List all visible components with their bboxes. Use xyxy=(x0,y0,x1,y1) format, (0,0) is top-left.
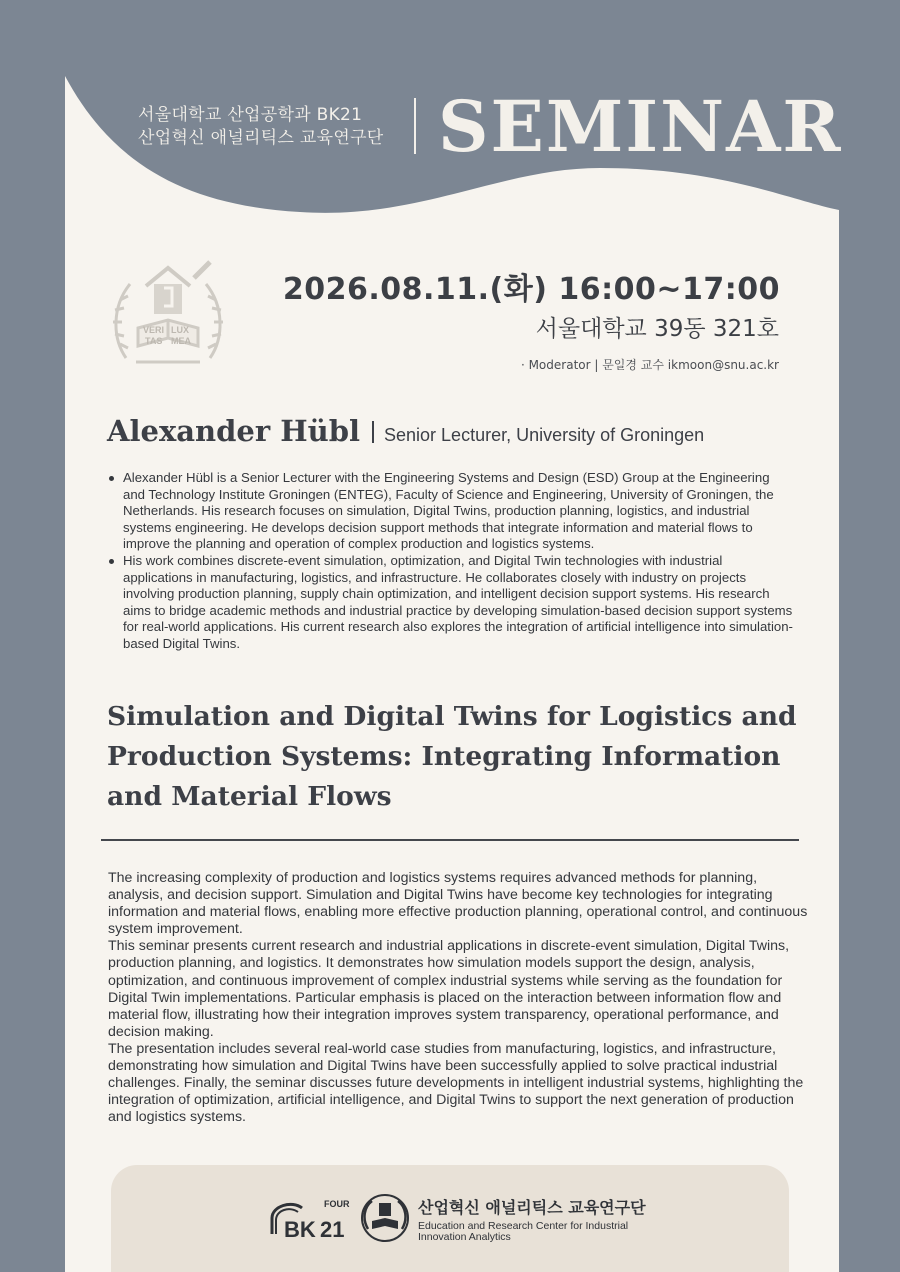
emblem-text-mea: MEA xyxy=(171,336,191,346)
event-venue: 서울대학교 39동 321호 xyxy=(535,316,779,342)
bio-item: His work combines discrete-event simulation, optimization, and Digital Twin technologies with industrial applications in manufacturing, logistics, and infrastructure. He collaborates closely with industry on projects involving production planning, supply chain optimization, and intelligent decision support systems. His research aims to bridge academic methods and industrial practice by developing simulation-based decision support systems for real-world applications. His current research also explores the integration of artificial intelligence into simulation-based Digital Twins. xyxy=(108,553,794,653)
event-moderator: · Moderator | 문일경 교수 ikmoon@snu.ac.kr xyxy=(520,358,779,372)
speaker-divider xyxy=(372,421,374,443)
talk-abstract xyxy=(108,870,808,1126)
footer-center-name-ko: 산업혁신 애널리틱스 교육연구단 xyxy=(418,1198,646,1217)
org-line-2: 산업혁신 애널리틱스 교육연구단 xyxy=(138,128,384,148)
emblem-text-lux: LUX xyxy=(171,325,189,335)
emblem-text-tas: TAS xyxy=(145,336,163,346)
snu-emblem-icon xyxy=(106,258,230,376)
section-divider xyxy=(101,839,799,841)
page-title: SEMINAR xyxy=(438,85,843,168)
snu-seal-icon xyxy=(360,1193,410,1243)
abstract-paragraph: This seminar presents current research and industrial applications in discrete-event simulation, Digital Twins, production planning, and logistics. It demonstrates how simulation models support the design, analysis, optimization, and continuous improvement of complex industrial systems while serving as the foundation for Digital Twin implementations. Particular emphasis is placed on the interaction between information flow and material flow, illustrating how their integration improves system transparency, operational performance, and decision making. xyxy=(108,938,790,1040)
talk-title: Simulation and Digital Twins for Logistics and Production Systems: Integrating Information and Material Flows xyxy=(107,701,797,812)
speaker-role: Senior Lecturer, University of Groningen xyxy=(384,425,705,445)
event-datetime: 2026.08.11.(화) 16:00~17:00 xyxy=(282,272,780,307)
bk21-number: 21 xyxy=(320,1217,345,1240)
bk21-four: FOUR xyxy=(324,1199,350,1209)
organization-name xyxy=(138,104,384,150)
org-line-1: 서울대학교 산업공학과 BK21 xyxy=(138,105,363,125)
header-divider xyxy=(414,98,416,154)
abstract-paragraph: The presentation includes several real-world case studies from manufacturing, logistics, and infrastructure, demonstrating how simulation and Digital Twins have been successfully applied to solve practical industrial challenges. Finally, the seminar discusses future developments in intelligent industrial systems, highlighting the integration of optimization, artificial intelligence, and Digital Twins to support the next generation of production and logistics systems. xyxy=(108,1040,804,1126)
footer-center-name-en: Education and Research Center for Industrial Innovation Analytics xyxy=(418,1220,629,1243)
speaker-heading xyxy=(107,414,704,448)
speaker-name: Alexander Hübl xyxy=(107,414,361,448)
emblem-text-veri: VERI xyxy=(143,325,165,335)
bk21-logo xyxy=(262,1196,354,1240)
footer-panel xyxy=(111,1165,789,1272)
bk21-text: BK xyxy=(284,1217,316,1240)
speaker-bio xyxy=(108,470,794,653)
abstract-paragraph: The increasing complexity of production and logistics systems requires advanced methods for planning, analysis, and decision support. Simulation and Digital Twins have become key technologies for integrating information and material flows, enabling more effective production planning, operational control, and continuous system improvement. xyxy=(108,870,808,938)
bio-item: Alexander Hübl is a Senior Lecturer with the Engineering Systems and Design (ESD) Group at the Engineering and Technology Institute Groningen (ENTEG), Faculty of Science and Engineering, University of Groningen, the Netherlands. His research focuses on simulation, Digital Twins, production planning, logistics, and industrial systems engineering. He develops decision support methods that integrate information and material flows to improve the planning and operation of complex production and logistics systems. xyxy=(108,470,794,553)
